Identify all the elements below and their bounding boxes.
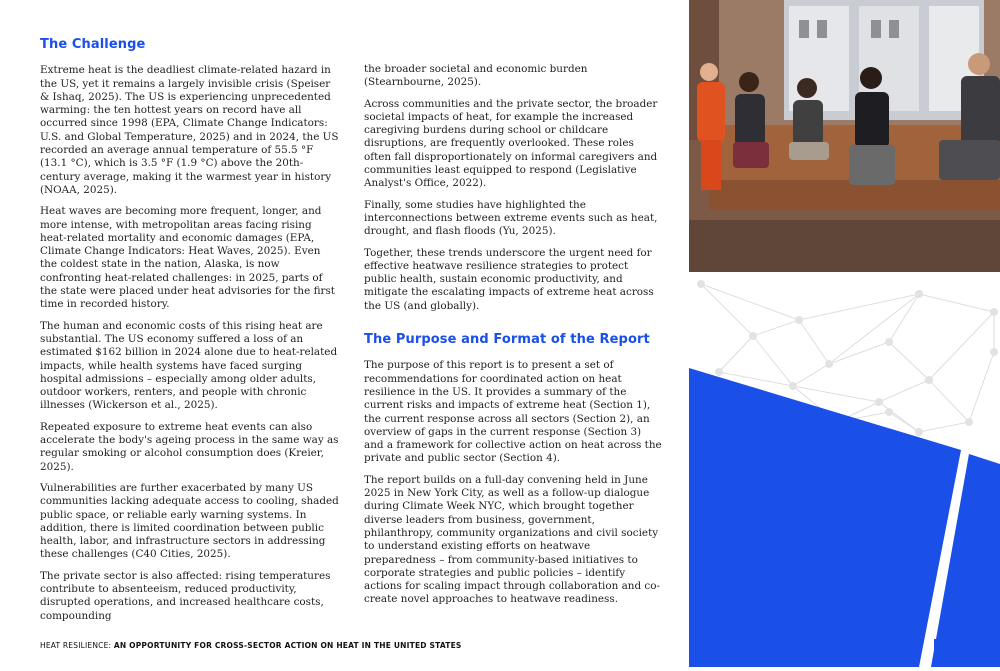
challenge-paragraph: Across communities and the private sector, the broader societal impacts of heat, for example the increased caregiving burdens during school or childcare disruptions, are frequently overlooked. These roles often fall disproportionately on informal caregivers and communities least equipped to respond (Legislative Analyst's Office, 2022). — [364, 97, 658, 190]
left-column — [40, 36, 340, 631]
challenge-paragraph: Heat waves are becoming more frequent, longer, and more intense, with metropolitan areas facing rising heat-related mortality and economic damages (EPA, Climate Change Indicators: Heat Waves, 2025). Even the coldest state in the nation, Alaska, is now confronting heat-related challenges: in 2025, parts of the state were placed under heat advisories for the first time in recorded history. — [40, 205, 335, 311]
middle-column — [364, 63, 662, 615]
panel-photo — [689, 0, 1000, 272]
footer-title: AN OPPORTUNITY FOR CROSS-SECTOR ACTION ON HEAT IN THE UNITED STATES — [113, 641, 462, 650]
challenge-paragraph: Together, these trends underscore the urgent need for effective heatwave resilience strategies to protect public health, sustain economic productivity, and mitigate the escalating impacts of extreme heat across the US (and globally). — [364, 246, 654, 312]
challenge-paragraph: Repeated exposure to extreme heat events can also accelerate the body's ageing process in the same way as regular smoking or alcohol consumption does (Kreier, 2025). — [40, 420, 339, 473]
challenge-paragraph: Extreme heat is the deadliest climate-related hazard in the US, yet it remains a largely invisible crisis (Speiser & Ishaq, 2025). The US is experiencing unprecedented warming: the ten hottest years on record have all occurred since 1998 (EPA, Climate Change Indicators: U.S. and Global Temperature, 2025) and in 2024, the US recorded an average annual temperature of 55.5 °F (13.1 °C), which is 3.5 °F (1.9 °C) above the 20th-century average, making it the warmest year in history (NOAA, 2025). — [40, 64, 339, 196]
photo-illustration — [689, 0, 1000, 272]
purpose-paragraph: The purpose of this report is to present a set of recommendations for coordinated action on heat resilience in the US. It provides a summary of the current risks and impacts of extreme heat (Section 1), the current response across all sectors (Section 2), an overview of gaps in the current response (Section 3) and a framework for collective action on heat across the private and public sector (Section 4). — [364, 359, 662, 465]
page-number: 3 — [934, 639, 954, 653]
network-graphic — [689, 272, 1000, 667]
network-illustration — [689, 272, 1000, 667]
purpose-heading: The Purpose and Format of the Report — [364, 332, 650, 348]
footer — [40, 641, 462, 650]
challenge-paragraph: The human and economic costs of this rising heat are substantial. The US economy suffered a loss of an estimated $162 billion in 2024 alone due to heat-related impacts, while health systems have faced surging hospital admissions – especially among older adults, outdoor workers, renters, and people with chronic illnesses (Wickerson et al., 2025). — [40, 319, 338, 412]
challenge-paragraph: The private sector is also affected: rising temperatures contribute to absenteeism, reduced productivity, disrupted operations, and increased healthcare costs, compounding — [40, 569, 331, 622]
challenge-paragraph: the broader societal and economic burden (Stearnbourne, 2025). — [364, 63, 588, 89]
purpose-paragraph: The report builds on a full-day convening held in June 2025 in New York City, as well as a follow-up dialogue during Climate Week NYC, which brought together diverse leaders from business, government, philanthropy, community organizations and civil society to understand existing efforts on heatwave preparedness – from community-based initiatives to corporate strategies and public policies – identify actions for scaling impact through collaboration and co-create novel approaches to heatwave readiness. — [364, 473, 661, 606]
footer-label: HEAT RESILIENCE: — [40, 641, 112, 650]
challenge-paragraph: Finally, some studies have highlighted the interconnections between extreme events such as heat, drought, and flash floods (Yu, 2025). — [364, 198, 658, 238]
challenge-heading: The Challenge — [40, 37, 146, 52]
challenge-paragraph: Vulnerabilities are further exacerbated by many US communities lacking adequate access to cooling, shaded public space, or reliable early warning systems. In addition, there is limited coordination between public health, labor, and infrastructure sectors in addressing these challenges (C40 Cities, 2025). — [40, 481, 339, 561]
